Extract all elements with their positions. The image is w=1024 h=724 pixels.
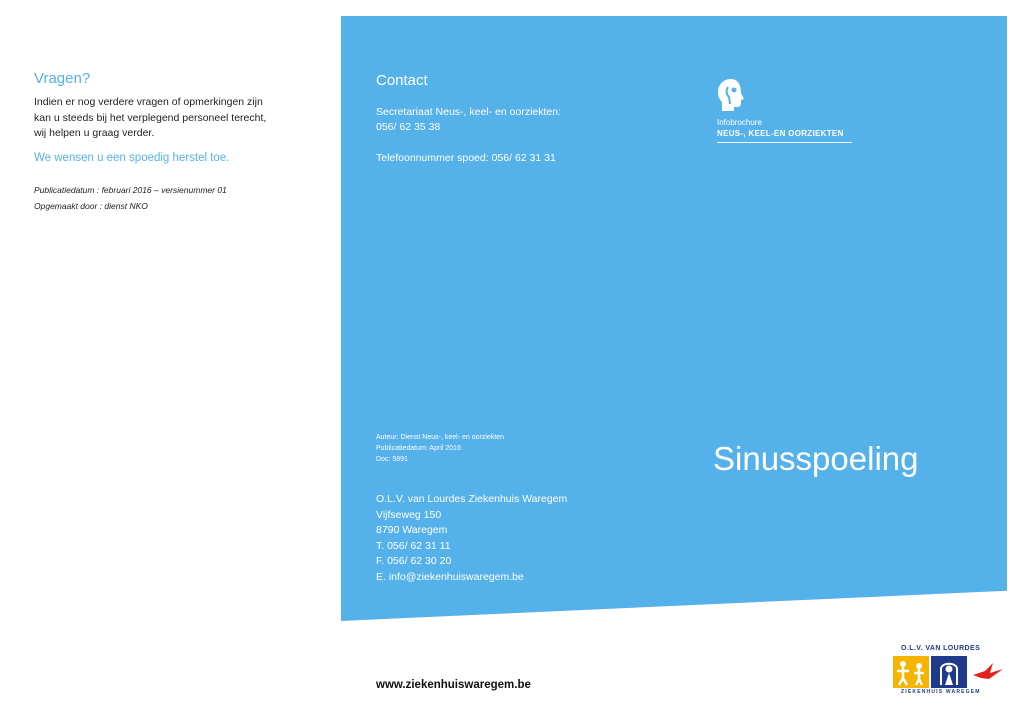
hospital-logo bbox=[889, 645, 1009, 697]
secretariat-phone: 056/ 62 35 38 bbox=[376, 121, 441, 133]
head-profile-icon bbox=[717, 78, 747, 112]
document-meta bbox=[376, 432, 504, 465]
hospital-address bbox=[376, 492, 567, 585]
questions-line: kan u steeds bij het verplegend personeel terecht, bbox=[34, 111, 267, 124]
email: E. info@ziekenhuiswaregem.be bbox=[376, 570, 524, 583]
contact-title: Contact bbox=[376, 72, 428, 89]
logo-top-text: O.L.V. VAN LOURDES bbox=[901, 645, 981, 652]
brochure-header bbox=[717, 78, 852, 143]
publication-date: Publicatiedatum : februari 2016 – versienummer 01 bbox=[34, 184, 227, 195]
fax: F. 056/ 62 30 20 bbox=[376, 555, 452, 567]
questions-line: wij helpen u graag verder. bbox=[34, 127, 155, 139]
brochure-title: Sinusspoeling bbox=[713, 440, 919, 477]
recovery-wish: We wensen u een spoedig herstel toe. bbox=[34, 151, 230, 164]
department-name: NEUS-, KEEL-EN OORZIEKTEN bbox=[717, 129, 852, 143]
hospital-name: O.L.V. van Lourdes Ziekenhuis Waregem bbox=[376, 493, 568, 505]
doc-number: Doc: 5891 bbox=[376, 456, 408, 463]
website-link[interactable]: www.ziekenhuiswaregem.be bbox=[376, 679, 531, 691]
questions-line: Indien er nog verdere vragen of opmerkingen zijn bbox=[34, 96, 263, 108]
questions-section bbox=[34, 70, 284, 214]
street: Vijfseweg 150 bbox=[376, 508, 442, 521]
city: 8790 Waregem bbox=[376, 524, 448, 536]
publication-line: Publicatiedatum: April 2016 bbox=[376, 445, 461, 452]
questions-body bbox=[34, 95, 284, 142]
made-by: Opgemaakt door : dienst NKO bbox=[34, 200, 148, 211]
secretariat-label: Secretariaat Neus-, keel- en oorziekten: bbox=[376, 106, 562, 118]
questions-title: Vragen? bbox=[34, 70, 91, 87]
author-line: Auteur: Dienst Neus-, keel- en oorziekten bbox=[376, 434, 505, 441]
telephone: T. 056/ 62 31 11 bbox=[376, 539, 451, 552]
urgent-phone: Telefoonnummer spoed: 056/ 62 31 31 bbox=[376, 152, 556, 164]
brochure-label: Infobrochure bbox=[717, 118, 762, 127]
logo-bottom-text: ZIEKENHUIS WAREGEM bbox=[901, 689, 981, 695]
contact-section bbox=[376, 72, 676, 166]
